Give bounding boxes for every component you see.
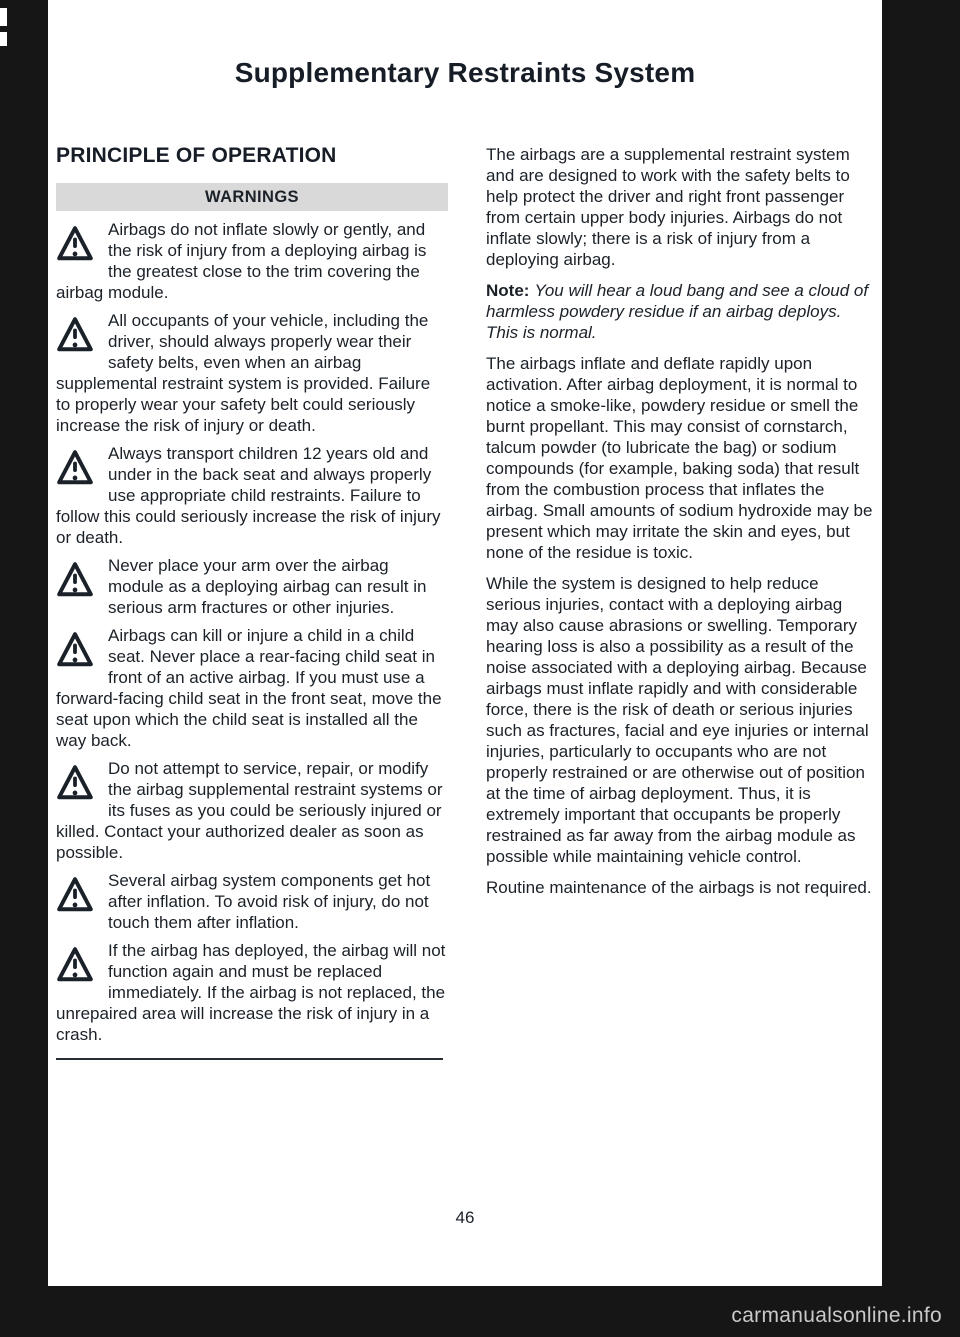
- warning-item: [56, 555, 448, 618]
- left-column: [56, 144, 448, 1060]
- warning-text: Airbags do not inflate slowly or gently, and the risk of injury from a deploying airbag is the greatest close to the trim covering the airbag module.: [56, 220, 427, 302]
- warning-text: Do not attempt to service, repair, or modify the airbag supplemental restraint systems or its fuses as you could be seriously injured or killed. Contact your authorized dealer as soon as possible.: [56, 759, 443, 862]
- page-content: [48, 90, 882, 1060]
- note-text: You will hear a loud bang and see a cloud of harmless powdery residue if an airbag deploys. This is normal.: [486, 281, 869, 342]
- warning-icon: [56, 555, 96, 613]
- warning-item: [56, 940, 448, 1045]
- warning-icon: [56, 940, 96, 998]
- right-column: [486, 144, 878, 1060]
- warning-icon: [56, 758, 96, 816]
- warnings-header: WARNINGS: [56, 183, 448, 211]
- warning-icon: [56, 310, 96, 368]
- note-paragraph: [486, 280, 878, 343]
- warning-item: [56, 443, 448, 548]
- frame-edge-tab: [0, 8, 7, 26]
- manual-page: [48, 0, 882, 1286]
- warning-item: [56, 219, 448, 303]
- page-number: 46: [455, 1208, 475, 1227]
- body-paragraph: While the system is designed to help reduce serious injuries, contact with a deploying airbag may also cause abrasions or swelling. Temporary hearing loss is also a possibility as a result of the noise associated with a deploying airbag. Because airbags must inflate rapidly and with considerable force, there is the risk of death or serious injuries such as fractures, facial and eye injuries or internal injuries, particularly to occupants who are not properly restrained or are otherwise out of position at the time of airbag deployment. Thus, it is extremely important that occupants be properly restrained as far away from the airbag module as possible while maintaining vehicle control.: [486, 574, 869, 866]
- warning-item: [56, 625, 448, 751]
- warning-icon: [56, 219, 96, 277]
- section-title: PRINCIPLE OF OPERATION: [56, 144, 337, 167]
- warnings-divider: [56, 1058, 443, 1060]
- body-paragraph: Routine maintenance of the airbags is not required.: [486, 878, 872, 897]
- body-paragraph: The airbags are a supplemental restraint system and are designed to work with the safety belts to help protect the driver and right front passenger from certain upper body injuries. Airbags do not inflate slowly; there is a risk of injury from a deploying airbag.: [486, 145, 850, 269]
- warning-text: If the airbag has deployed, the airbag will not function again and must be replaced immediately. If the airbag is not replaced, the unrepaired area will increase the risk of injury in a crash.: [56, 941, 446, 1044]
- warning-item: [56, 870, 448, 933]
- warning-icon: [56, 870, 96, 928]
- page-title: Supplementary Restraints System: [234, 57, 696, 88]
- warning-icon: [56, 625, 96, 683]
- warning-text: Airbags can kill or injure a child in a child seat. Never place a rear-facing child seat in front of an active airbag. If you must use a forward-facing child seat in the front seat, move the seat upon which the child seat is installed all the way back.: [56, 626, 442, 750]
- warning-text: All occupants of your vehicle, including the driver, should always properly wear their safety belts, even when an airbag supplemental restraint system is provided. Failure to properly wear your safety belt could seriously increase the risk of injury or death.: [56, 311, 431, 435]
- note-label: Note:: [486, 281, 530, 300]
- warning-item: [56, 758, 448, 863]
- frame-edge-tab: [0, 32, 7, 46]
- body-paragraph: The airbags inflate and deflate rapidly upon activation. After airbag deployment, it is normal to notice a smoke-like, powdery residue or smell the burnt propellant. This may consist of cornstarch, talcum powder (to lubricate the bag) or sodium compounds (for example, baking soda) that result from the combustion process that inflates the airbag. Small amounts of sodium hydroxide may be present which may irritate the skin and eyes, but none of the residue is toxic.: [486, 354, 873, 562]
- warning-item: [56, 310, 448, 436]
- warning-icon: [56, 443, 96, 501]
- warning-text: Several airbag system components get hot after inflation. To avoid risk of injury, do not touch them after inflation.: [108, 871, 431, 932]
- watermark-text: carmanualsonline.info: [731, 1304, 942, 1327]
- warning-text: Never place your arm over the airbag module as a deploying airbag can result in serious arm fractures or other injuries.: [108, 556, 427, 617]
- warning-text: Always transport children 12 years old and under in the back seat and always properly use appropriate child restraints. Failure to follow this could seriously increase the risk of injury or death.: [56, 444, 441, 547]
